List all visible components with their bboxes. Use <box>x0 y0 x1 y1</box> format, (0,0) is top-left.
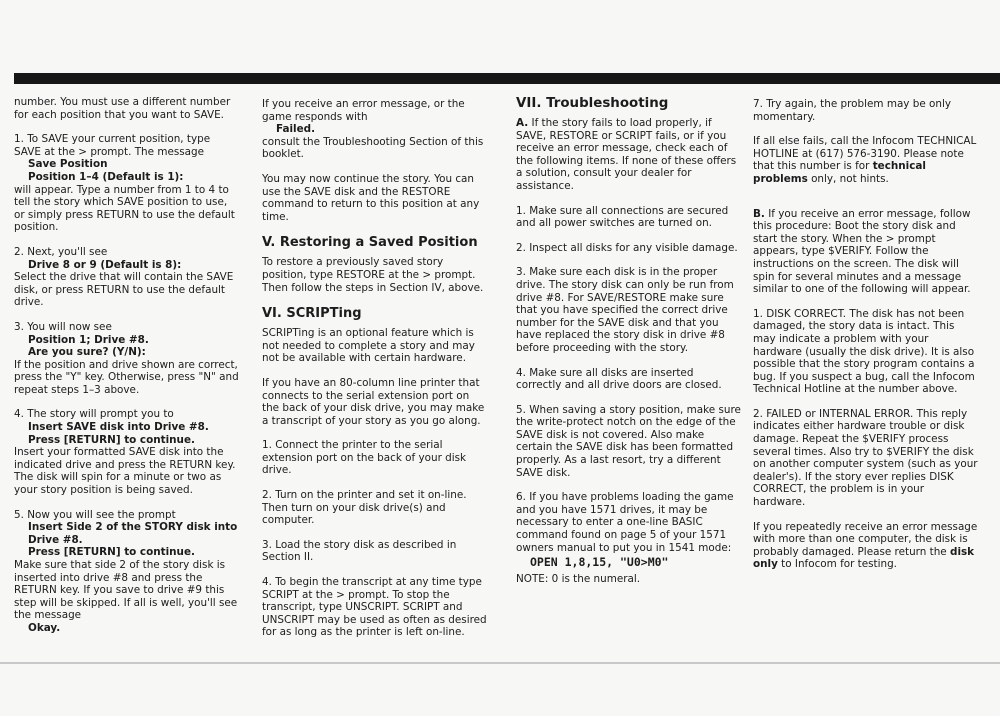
paragraph: To restore a previously saved story position, type RESTORE at the > prompt. Then follow the steps in Section IV, above. <box>262 256 484 294</box>
step-6: 6. If you have problems loading the game and you have 1571 drives, it may be necessary to enter a one-line BASIC command found on page 5 of your 1571 owners manual to put you in 1541 mode: OPEN 1,8,15, "U0>M0" NOTE: 0 is the numeral. <box>516 491 741 585</box>
bottom-rule <box>0 662 1000 664</box>
paragraph: 2. Turn on the printer and set it on-line. Then turn on your disk drive(s) and computer. <box>262 489 467 527</box>
paragraph: If you have an 80-column line printer that connects to the serial extension port on the back of your disk drive, you may make a transcript of your story as you go along. <box>262 376 485 427</box>
paragraph: 2. FAILED or INTERNAL ERROR. This reply indicates either hardware trouble or disk damage. Repeat the $VERIFY process several times. Also try to $VERIFY the disk on another computer system (such as your dealer's). If the story ever replies DISK CORRECT, the problem is in your hardware. <box>753 407 978 509</box>
step-4: 4. The story will prompt you to Insert SAVE disk into Drive #8. Press [RETURN] to continue. Insert your formatted SAVE disk into the indicated drive and press the RETURN key. The disk will spin for a minute or two as your story position is being saved. <box>14 408 236 497</box>
error-paragraph: If you receive an error message, or the game responds with Failed. consult the Troubleshooting Section of this booklet. <box>262 98 484 161</box>
step-1: 1. To SAVE your current position, type SAVE at the > prompt. The message Save Position Position 1–4 (Default is 1): will appear. Type a number from 1 to 4 to tell the story which SAVE position to use, or simply press RETURN to use the default position. <box>14 133 235 234</box>
step-5: 5. Now you will see the prompt Insert Side 2 of the STORY disk into Drive #8. Press [RETURN] to continue. Make sure that side 2 of the story disk is inserted into drive #8 and press the RETURN key. If you save to drive #9 this step will be skipped. If all is well, you'll see the message Okay. <box>14 508 238 634</box>
paragraph: 1. DISK CORRECT. The disk has not been damaged, the story data is intact. This may indicate a problem with your hardware (usually the disk drive). It is also possible that the story program contains a bug. If you suspect a bug, call the Infocom Technical Hotline at the number above. <box>753 307 975 396</box>
paragraph-a: A. If the story fails to load properly, if SAVE, RESTORE or SCRIPT fails, or if you receive an error message, check each of the following items. If none of these offers a solution, consult your dealer for assistance. <box>516 117 737 192</box>
paragraph: 5. When saving a story position, make sure the write-protect notch on the edge of the SAVE disk is not covered. Also make certain the SAVE disk has been formatted properly. As a last resort, try a different SAVE disk. <box>516 403 741 479</box>
paragraph: number. You must use a different number for each position that you want to SAVE. <box>14 96 231 121</box>
hotline-paragraph: If all else fails, call the Infocom TECHNICAL HOTLINE at (617) 576-3190. Please note that this number is for technical problems only, not hints. <box>753 135 977 185</box>
paragraph-b: B. If you receive an error message, follow this procedure: Boot the story disk and start the story. When the > prompt appears, type $VERIFY. Follow the instructions on the screen. The disk will spin for several minutes and a message similar to one of the following will appear. <box>753 207 971 296</box>
section-heading-restore: V. Restoring a Saved Position <box>262 235 478 251</box>
paragraph: 4. To begin the transcript at any time type SCRIPT at the > prompt. To stop the transcript, type UNSCRIPT. SCRIPT and UNSCRIPT may be used as often as desired for as long as the printer is left on-line. <box>262 576 487 639</box>
return-paragraph: If you repeatedly receive an error message with more than one computer, the disk is probably damaged. Please return the disk only to Infocom for testing. <box>753 520 978 571</box>
section-heading-troubleshooting: VII. Troubleshooting <box>516 96 669 111</box>
column-1 <box>14 96 239 647</box>
paragraph: 4. Make sure all disks are inserted correctly and all drive doors are closed. <box>516 366 722 392</box>
paragraph: You may now continue the story. You can use the SAVE disk and the RESTORE command to return to this position at any time. <box>262 172 480 223</box>
step-3: 3. You will now see Position 1; Drive #8. Are you sure? (Y/N): If the position and drive shown are correct, press the "Y" key. Otherwise, press "N" and repeat steps 1–3 above. <box>14 320 239 396</box>
column-4 <box>753 98 978 583</box>
paragraph: 1. Make sure all connections are secured and all power switches are turned on. <box>516 204 729 230</box>
paragraph: 3. Load the story disk as described in Section II. <box>262 538 457 564</box>
paragraph: 7. Try again, the problem may be only momentary. <box>753 98 952 123</box>
top-rule <box>14 73 1000 84</box>
section-heading-scripting: VI. SCRIPTing <box>262 306 362 322</box>
paragraph: SCRIPTing is an optional feature which is not needed to complete a story and may not be available with certain hardware. <box>262 327 475 365</box>
paragraph: 2. Inspect all disks for any visible damage. <box>516 241 738 254</box>
code-command: OPEN 1,8,15, "U0>M0" <box>530 555 669 570</box>
column-3 <box>516 96 741 597</box>
column-2 <box>262 98 487 651</box>
step-2: 2. Next, you'll see Drive 8 or 9 (Default is 8): Select the drive that will contain the SAVE disk, or press RETURN to use the default drive. <box>14 245 234 309</box>
paragraph: 3. Make sure each disk is in the proper drive. The story disk can only be run from drive #8. For SAVE/RESTORE make sure that you have specified the correct drive number for the SAVE disk and that you have replaced the story disk in drive #8 before proceeding with the story. <box>516 266 734 354</box>
paragraph: 1. Connect the printer to the serial extension port on the back of your disk drive. <box>262 439 467 477</box>
